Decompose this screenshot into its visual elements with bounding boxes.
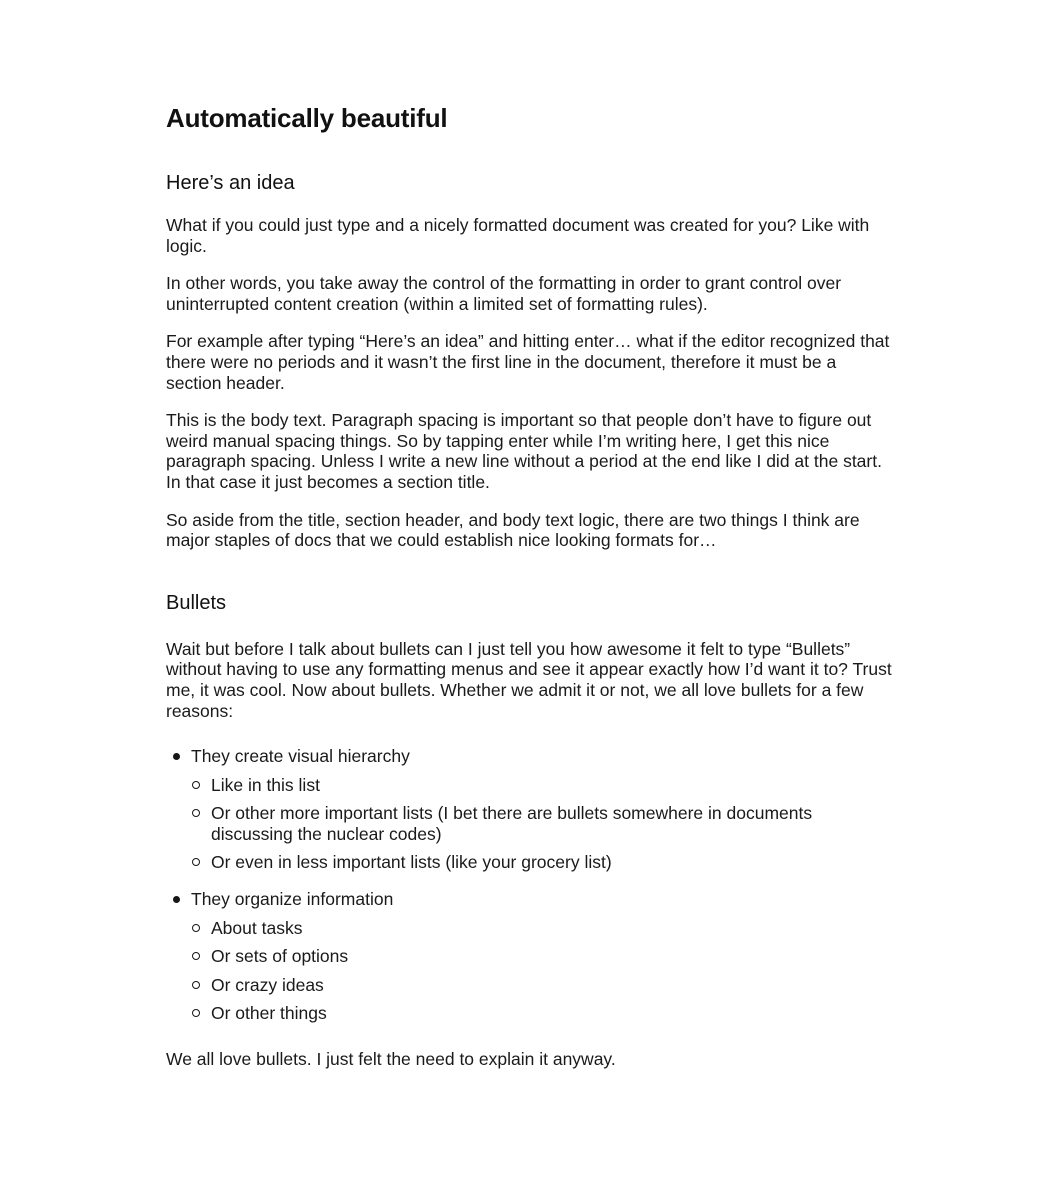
sub-bullet-item[interactable] bbox=[191, 1003, 896, 1024]
bullet-text: They organize information bbox=[191, 889, 394, 910]
section-header-idea[interactable]: Here’s an idea bbox=[166, 172, 295, 194]
paragraph[interactable]: We all love bullets. I just felt the need to explain it anyway. bbox=[166, 1049, 616, 1070]
paragraph[interactable]: So aside from the title, section header, and body text logic, there are two things I think are major staples of docs that we could establish nice looking formats for… bbox=[166, 509, 860, 551]
bullet-dot-icon bbox=[173, 753, 180, 760]
sub-bullet-item[interactable] bbox=[191, 946, 896, 967]
paragraph[interactable]: What if you could just type and a nicely formatted document was created for you? Like with logic. bbox=[166, 215, 870, 256]
hollow-bullet-icon bbox=[192, 809, 200, 817]
sub-bullet-item[interactable] bbox=[191, 775, 896, 796]
bullet-item[interactable] bbox=[166, 889, 896, 1024]
sub-bullet-text: Like in this list bbox=[211, 774, 320, 795]
sub-bullet-list bbox=[191, 775, 896, 873]
bullet-item[interactable] bbox=[166, 746, 896, 873]
sub-bullet-list bbox=[191, 918, 896, 1024]
paragraph[interactable]: Wait but before I talk about bullets can I just tell you how awesome it felt to type “Bullets” without having to use any formatting menus and see it appear exactly how I’d want it to? Trust me, it was cool. Now about bullets. Whether we admit it or not, we all love bullets for a few reasons: bbox=[166, 638, 892, 721]
hollow-bullet-icon bbox=[192, 981, 200, 989]
bullet-text: They create visual hierarchy bbox=[191, 746, 410, 767]
sub-bullet-text: Or even in less important lists (like your grocery list) bbox=[211, 852, 612, 873]
hollow-bullet-icon bbox=[192, 924, 200, 932]
sub-bullet-item[interactable] bbox=[191, 852, 896, 873]
document-title[interactable]: Automatically beautiful bbox=[166, 103, 448, 133]
bullet-list bbox=[166, 746, 896, 1024]
sub-bullet-text: About tasks bbox=[211, 917, 303, 938]
paragraph[interactable]: For example after typing “Here’s an idea” and hitting enter… what if the editor recognized that there were no periods and it wasn’t the first line in the document, therefore it must be a section header. bbox=[166, 331, 890, 393]
hollow-bullet-icon bbox=[192, 858, 200, 866]
section-header-bullets[interactable]: Bullets bbox=[166, 591, 227, 614]
sub-bullet-text: Or crazy ideas bbox=[211, 974, 324, 995]
paragraph[interactable]: This is the body text. Paragraph spacing is important so that people don’t have to figure out weird manual spacing things. So by tapping enter while I’m writing here, I get this nice paragraph spacing. Unless I write a new line without a period at the end like I did at the start. In that case it just becomes a section title. bbox=[166, 410, 882, 492]
paragraph[interactable]: In other words, you take away the control of the formatting in order to grant control over uninterrupted content creation (within a limited set of formatting rules). bbox=[166, 273, 842, 314]
hollow-bullet-icon bbox=[192, 781, 200, 789]
sub-bullet-item[interactable] bbox=[191, 803, 896, 844]
hollow-bullet-icon bbox=[192, 952, 200, 960]
sub-bullet-text: Or sets of options bbox=[211, 946, 349, 967]
hollow-bullet-icon bbox=[192, 1009, 200, 1017]
sub-bullet-item[interactable] bbox=[191, 918, 896, 939]
sub-bullet-text: Or other things bbox=[211, 1003, 327, 1024]
document[interactable] bbox=[166, 100, 896, 1070]
sub-bullet-text: Or other more important lists (I bet there are bullets somewhere in documents discussing the nuclear codes) bbox=[211, 803, 813, 844]
sub-bullet-item[interactable] bbox=[191, 975, 896, 996]
bullet-dot-icon bbox=[173, 896, 180, 903]
